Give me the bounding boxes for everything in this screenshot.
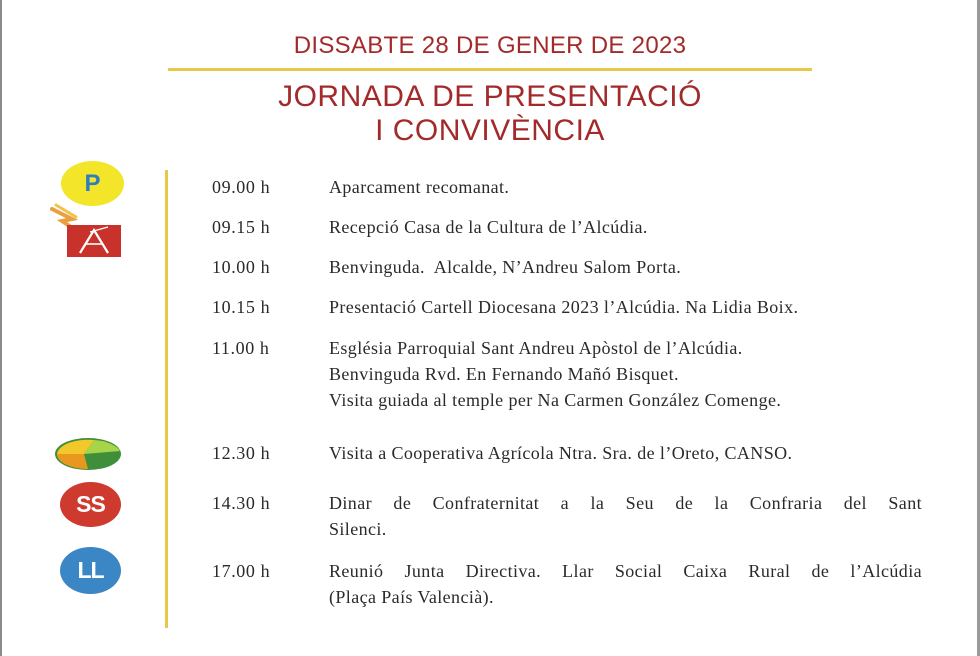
- left-border: [0, 0, 2, 656]
- description-line: Visita guiada al temple per Na Carmen González Comenge.: [329, 390, 782, 410]
- row-time: 11.00 h: [212, 338, 270, 358]
- description-line: Aparcament recomanat.: [329, 177, 510, 197]
- event-title: [168, 80, 812, 148]
- row-description: [329, 335, 922, 413]
- row-time: 10.00 h: [212, 257, 271, 277]
- description-line: Església Parroquial Sant Andreu Apòstol de l’Alcúdia.: [329, 338, 743, 358]
- row-time: 17.00 h: [212, 561, 271, 581]
- title-line-1: JORNADA DE PRESENTACIÓ: [278, 80, 702, 113]
- row-description: [329, 214, 922, 240]
- description-line: Dinar de Confraternitat a la Seu de la Confraria del Sant: [329, 493, 922, 513]
- description-line: Benvinguda. Alcalde, N’Andreu Salom Porta.: [329, 257, 682, 277]
- description-line: Reunió Junta Directiva. Llar Social Caixa Rural de l’Alcúdia: [329, 561, 922, 581]
- row-description: [329, 174, 922, 200]
- row-description: [329, 254, 922, 280]
- row-time: 10.15 h: [212, 297, 271, 317]
- row-description: [329, 558, 922, 610]
- cooperativa-icon: [54, 437, 122, 471]
- silenci-icon: SS: [60, 482, 121, 527]
- description-line: Benvinguda Rvd. En Fernando Mañó Bisquet.: [329, 364, 679, 384]
- description-line: (Plaça País Valencià).: [329, 587, 494, 607]
- row-description: [329, 440, 922, 466]
- row-description: [329, 294, 922, 320]
- timeline-line: [165, 170, 168, 628]
- casa-cultura-icon: [50, 203, 124, 259]
- description-line: Visita a Cooperativa Agrícola Ntra. Sra. de l’Oreto, CANSO.: [329, 443, 793, 463]
- description-line: Recepció Casa de la Cultura de l’Alcúdia.: [329, 217, 648, 237]
- event-date: DISSABTE 28 DE GENER DE 2023: [293, 32, 687, 59]
- parking-icon: P: [61, 161, 124, 206]
- row-time: 09.00 h: [212, 177, 271, 197]
- row-time: 12.30 h: [212, 443, 271, 463]
- row-description: [329, 490, 922, 542]
- description-line: Silenci.: [329, 519, 387, 539]
- header-divider: [168, 68, 812, 71]
- row-time: 09.15 h: [212, 217, 271, 237]
- description-line: Presentació Cartell Diocesana 2023 l’Alcúdia. Na Lidia Boix.: [329, 297, 799, 317]
- llar-icon: LL: [60, 547, 121, 594]
- row-time: 14.30 h: [212, 493, 271, 513]
- title-line-2: I CONVIVÈNCIA: [375, 114, 605, 147]
